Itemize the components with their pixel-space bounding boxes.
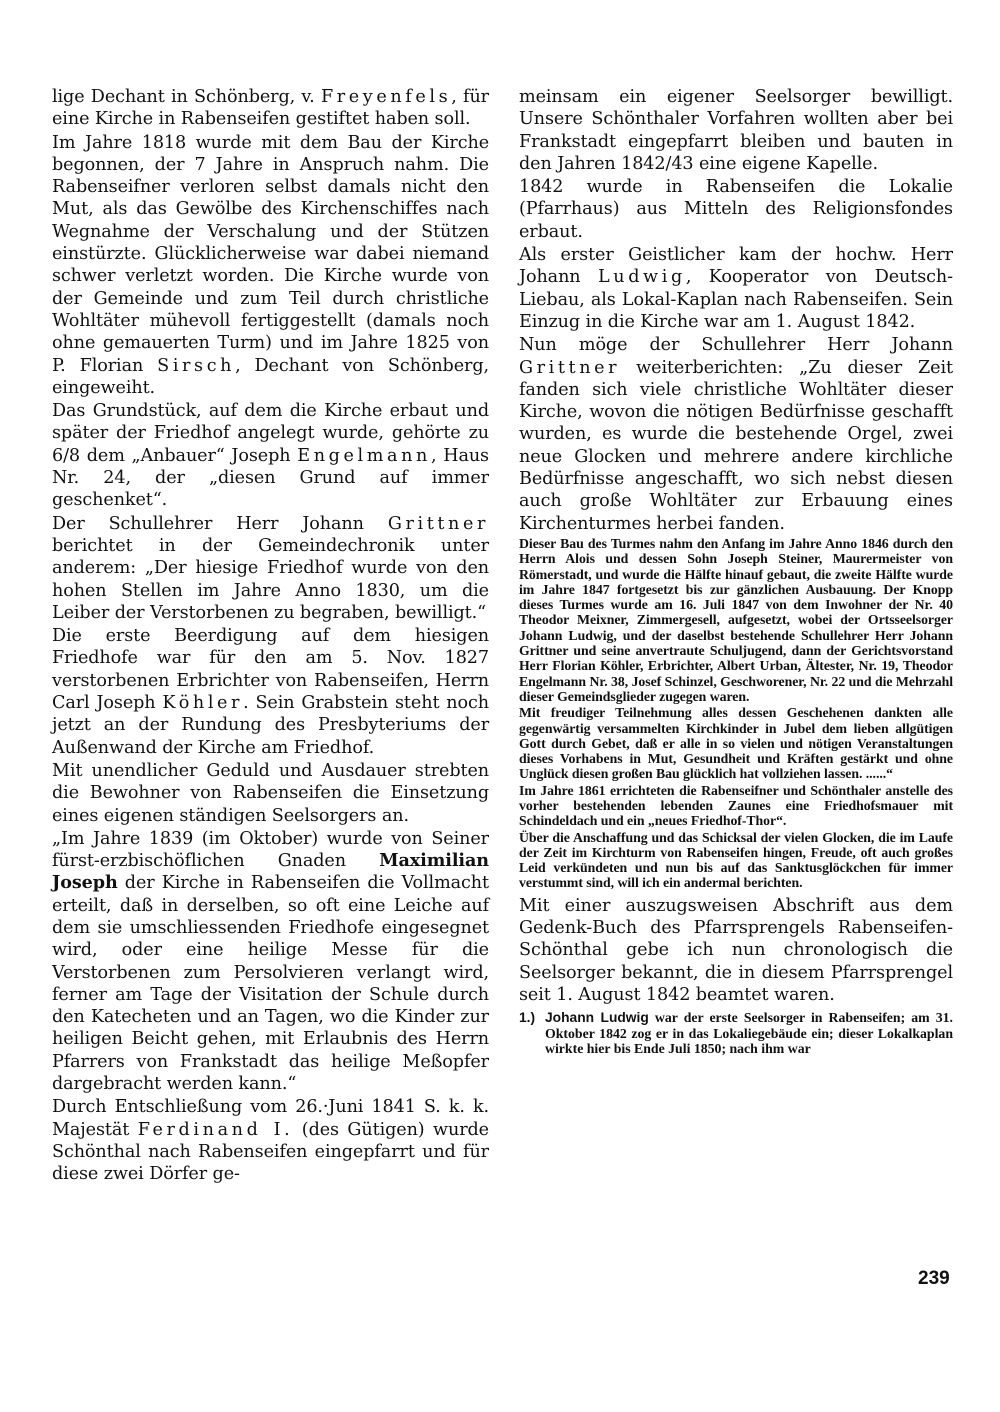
pastor-list [519, 1010, 953, 1056]
page-number: 239 [918, 1268, 950, 1289]
paragraph: lige Dechant in Schönberg, v. Freyenfels, für eine Kirche in Rabenseifen gestiftet haben soll. [52, 87, 489, 130]
left-column [52, 86, 489, 1187]
paragraph: Der Schullehrer Herr Johann Grittner berichtet in der Gemeindechronik unter anderem: „Der hiesige Friedhof wurde von den hohen Stellen im Jahre Anno 1830, um die Leiber der Verstorbenen zu begraben, bewilligt.“ [52, 513, 489, 623]
paragraph: Als erster Geistlicher kam der hochw. Herr Johann Ludwig, Kooperator von Deutsch-Liebau, als Lokal-Kaplan nach Rabenseifen. Sein Einzug in die Kirche war am 1. August 1842. [519, 245, 953, 332]
paragraph: meinsam ein eigener Seelsorger bewilligt. Unsere Schönthaler Vorfahren wollten aber bei Frankstadt eingepfarrt bleiben und bauten in den Jahren 1842/43 eine eigene Kapelle. [519, 87, 953, 174]
paragraph: Das Grundstück, auf dem die Kirche erbaut und später der Friedhof angelegt wurde, gehörte zu 6/8 dem „Anbauer“ Joseph Engelmann, Haus Nr. 24, der „diesen Grund auf immer geschenket“. [52, 401, 489, 511]
list-item [519, 1010, 953, 1056]
paragraph: 1842 wurde in Rabenseifen die Lokalie (Pfarrhaus) aus Mitteln des Religionsfondes erbaut. [519, 177, 953, 242]
paragraph: Mit unendlicher Geduld und Ausdauer strebten die Bewohner von Rabenseifen die Einsetzung eines eigenen ständigen Seelsorgers an. [52, 760, 489, 826]
list-number: 1.) [519, 1010, 536, 1026]
small-paragraph: Mit freudiger Teilnehmung alles dessen Geschehenen dankten alle gegenwärtig versammelten Kirchkinder in Jubel dem lieben allgütigen Gott durch Gebet, daß er alle in so vielen und nötigen Veranstaltungen dieses Vorhabens in Mut, Gesundheit und Kräften gestärkt und ohne Unglück diesen großen Bau glücklich hat vollziehen lassen. ......“ [519, 705, 953, 782]
paragraph: Die erste Beerdigung auf dem hiesigen Friedhofe war für den am 5. Nov. 1827 verstorbenen Erbrichter von Rabenseifen, Herrn Carl Joseph Köhler. Sein Grabstein steht noch jetzt an der Rundung des Presbyteriums der Außenwand der Kirche am Friedhof. [52, 626, 489, 758]
paragraph: Mit einer auszugsweisen Abschrift aus dem Gedenk-Buch des Pfarrsprengels Rabenseifen-Schönthal gebe ich nun chronologisch die Seelsorger bekannt, die in diesem Pfarrsprengel seit 1. August 1842 beamtet waren. [519, 895, 953, 1005]
small-paragraph: Dieser Bau des Turmes nahm den Anfang im Jahre Anno 1846 durch den Herrn Alois und dessen Sohn Joseph Steiner, Maurermeister von Römerstadt, und wurde die Hälfte hinauf gebaut, die zweite Hälfte wurde im Jahre 1847 fortgesetzt bis zur gänzlichen Ausbauung. Der Knopp dieses Turmes wurde am 16. Juli 1847 von dem Inwohner der Nr. 40 Theodor Meixner, Zimmergesell, aufgesetzt, wobei der Ortsseelsorger Johann Ludwig, und der daselbst bestehende Schullehrer Herr Johann Grittner und seine anvertraute Schuljugend, dann der Gerichtsvorstand Herr Florian Köhler, Erbrichter, Albert Urban, Ältester, Nr. 19, Theodor Engelmann Nr. 38, Josef Schinzel, Geschworener, Nr. 22 und die Mehrzahl dieser Gemeindsglieder zugegen waren. [519, 535, 953, 704]
small-paragraph: Im Jahre 1861 errichteten die Rabenseifner und Schönthaler anstelle des vorher bestehenden lebenden Zaunes eine Friedhofsmauer mit Schindeldach und ein „neues Friedhof-Thor“. [519, 782, 953, 829]
list-text: Johann Ludwig war der erste Seelsorger in Rabenseifen; am 31. Oktober 1842 zog er in das Lokaliegebäude ein; dieser Lokalkaplan wirkte hier bis Ende Juli 1850; nach ihm war [545, 1010, 953, 1056]
paragraph: „Im Jahre 1839 (im Oktober) wurde von Seiner fürst-erzbischöflichen Gnaden Maximilian Joseph der Kirche in Rabenseifen die Vollmacht erteilt, daß in derselben, so oft eine Leiche auf dem sie umschliessenden Friedhofe eingesegnet wird, oder eine heilige Messe für die Verstorbenen zum Persolvieren verlangt wird, ferner am Tage der Visitation der Schule durch den Katecheten und an Tagen, wo die Kinder zur heiligen Beicht gehen, mit Erlaubnis des Herrn Pfarrers von Frankstadt das heilige Meßopfer dargebracht werden kann.“ [52, 828, 489, 1095]
small-paragraph: Über die Anschaffung und das Schicksal der vielen Glocken, die im Laufe der Zeit im Kirchturm von Rabenseifen hingen, Freude, oft auch großes Leid verkündeten und nun bis auf das Sanktusglöckchen für immer verstummt sind, will ich ein andermal berichten. [519, 829, 953, 891]
paragraph: Im Jahre 1818 wurde mit dem Bau der Kirche begonnen, der 7 Jahre in Anspruch nahm. Die Rabenseifner verloren selbst damals nicht den Mut, als das Gewölbe des Kirchenschiffes nach Wegnahme der Verschalung und der Stützen einstürzte. Glücklicherweise war dabei niemand schwer verletzt worden. Die Kirche wurde von der Gemeinde und zum Teil durch christliche Wohltäter mühevoll fertiggestellt (damals noch ohne gemauerten Turm) und im Jahre 1825 von P. Florian Sirsch, Dechant von Schönberg, eingeweiht. [52, 132, 490, 398]
paragraph: Durch Entschließung vom 26.·Juni 1841 S. k. k. Majestät Ferdinand I. (des Gütigen) wurde Schönthal nach Rabenseifen eingepfarrt und für diese zwei Dörfer ge- [52, 1097, 489, 1185]
paragraph: Nun möge der Schullehrer Herr Johann Grittner weiterberichten: „Zu dieser Zeit fanden sich viele christliche Wohltäter dieser Kirche, wovon die nötigen Bedürfnisse geschafft wurden, es wurde die bestehende Orgel, zwei neue Glocken und mehrere andere kirchliche Bedürfnisse angeschafft, wo sich nebst diesen auch große Wohltäter zur Erbauung eines Kirchenturmes herbei fanden. [519, 335, 953, 534]
right-column [519, 86, 953, 1056]
